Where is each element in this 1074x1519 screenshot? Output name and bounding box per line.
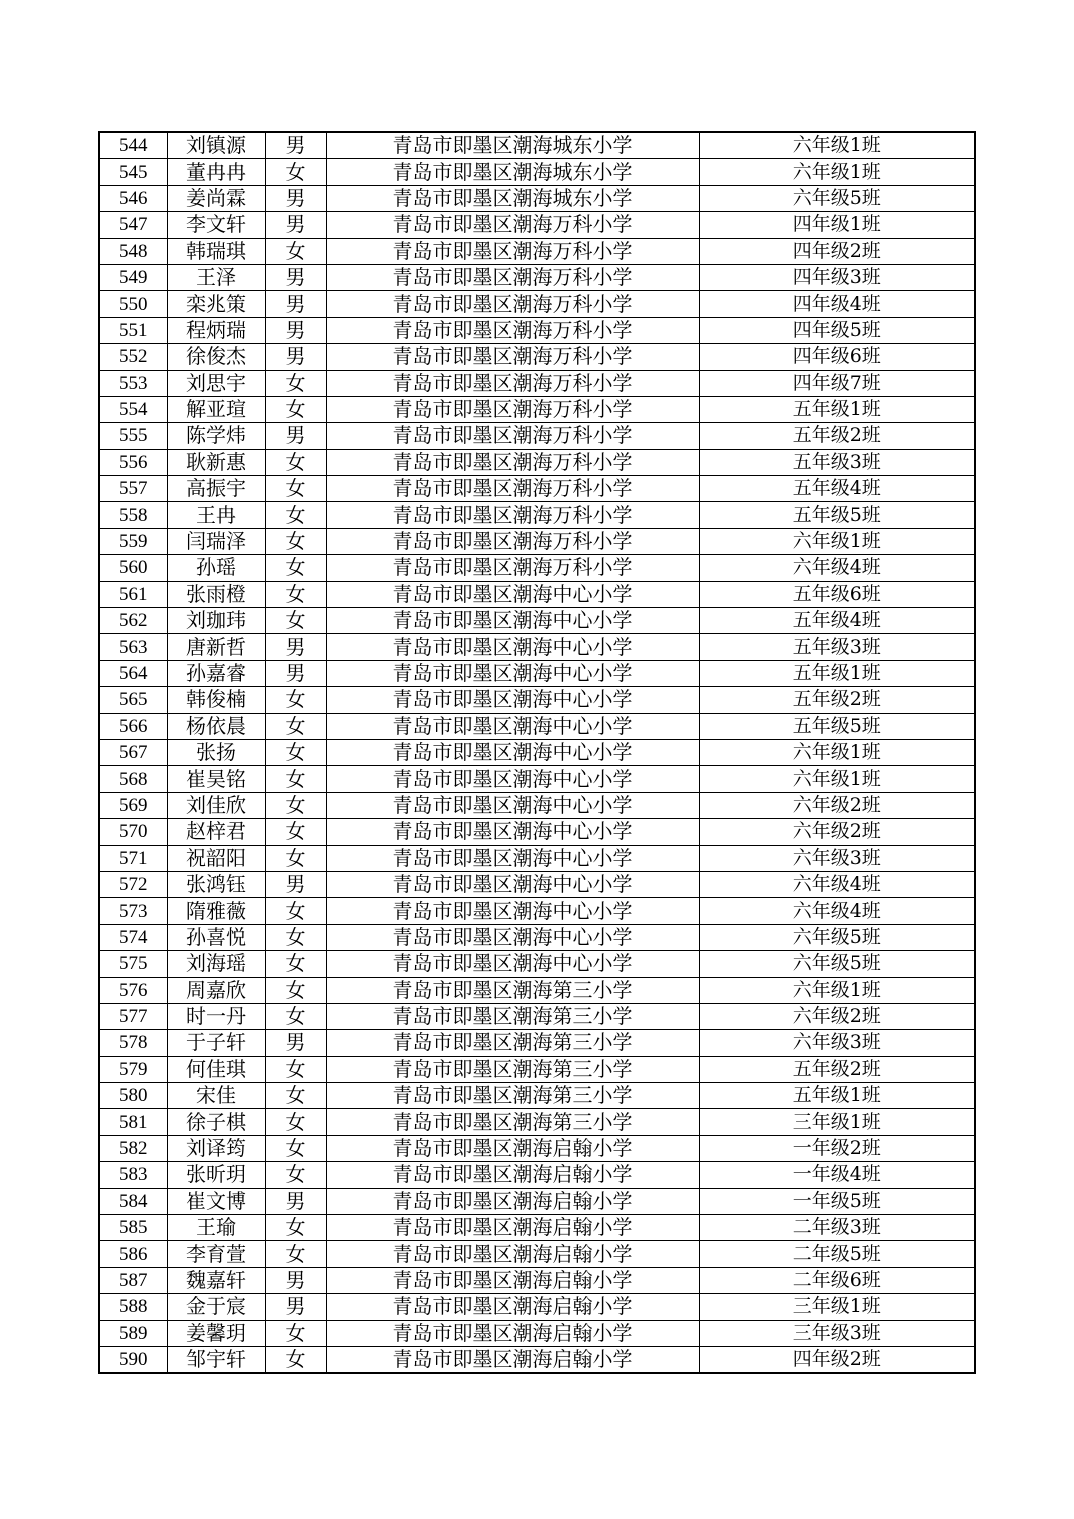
student-name-cell: 栾兆策 (167, 291, 265, 317)
table-row (99, 819, 975, 845)
gender-cell: 女 (265, 951, 326, 977)
class-cell: 六年级5班 (699, 924, 975, 950)
class-cell: 五年级1班 (699, 660, 975, 686)
student-name-cell: 李文轩 (167, 212, 265, 238)
class-cell: 四年级2班 (699, 238, 975, 264)
gender-cell: 女 (265, 476, 326, 502)
table-row (99, 739, 975, 765)
table-row (99, 1188, 975, 1214)
class-cell: 六年级3班 (699, 1030, 975, 1056)
class-cell: 四年级1班 (699, 212, 975, 238)
gender-cell: 女 (265, 1056, 326, 1082)
gender-cell: 女 (265, 608, 326, 634)
class-cell: 三年级1班 (699, 1109, 975, 1135)
table-row (99, 898, 975, 924)
student-name-cell: 徐子棋 (167, 1109, 265, 1135)
school-cell: 青岛市即墨区潮海启翰小学 (326, 1241, 699, 1267)
row-number-cell: 557 (99, 476, 167, 502)
row-number-cell: 587 (99, 1267, 167, 1293)
row-number-cell: 571 (99, 845, 167, 871)
row-number-cell: 565 (99, 687, 167, 713)
row-number-cell: 558 (99, 502, 167, 528)
student-name-cell: 魏嘉轩 (167, 1267, 265, 1293)
student-name-cell: 徐俊杰 (167, 344, 265, 370)
student-name-cell: 刘译筠 (167, 1135, 265, 1161)
school-cell: 青岛市即墨区潮海万科小学 (326, 555, 699, 581)
row-number-cell: 585 (99, 1215, 167, 1241)
gender-cell: 女 (265, 1241, 326, 1267)
school-cell: 青岛市即墨区潮海启翰小学 (326, 1188, 699, 1214)
gender-cell: 女 (265, 370, 326, 396)
table-row (99, 449, 975, 475)
student-name-cell: 邹宇轩 (167, 1346, 265, 1373)
class-cell: 五年级4班 (699, 608, 975, 634)
row-number-cell: 564 (99, 660, 167, 686)
school-cell: 青岛市即墨区潮海启翰小学 (326, 1162, 699, 1188)
class-cell: 四年级3班 (699, 264, 975, 290)
school-cell: 青岛市即墨区潮海第三小学 (326, 1030, 699, 1056)
class-cell: 四年级2班 (699, 1346, 975, 1373)
table-row (99, 528, 975, 554)
gender-cell: 男 (265, 317, 326, 343)
row-number-cell: 568 (99, 766, 167, 792)
row-number-cell: 560 (99, 555, 167, 581)
school-cell: 青岛市即墨区潮海中心小学 (326, 608, 699, 634)
class-cell: 六年级4班 (699, 871, 975, 897)
school-cell: 青岛市即墨区潮海万科小学 (326, 264, 699, 290)
student-name-cell: 孙瑶 (167, 555, 265, 581)
student-name-cell: 刘思宇 (167, 370, 265, 396)
row-number-cell: 575 (99, 951, 167, 977)
class-cell: 六年级5班 (699, 951, 975, 977)
class-cell: 三年级3班 (699, 1320, 975, 1346)
row-number-cell: 552 (99, 344, 167, 370)
school-cell: 青岛市即墨区潮海万科小学 (326, 238, 699, 264)
table-row (99, 871, 975, 897)
class-cell: 四年级4班 (699, 291, 975, 317)
student-name-cell: 高振宇 (167, 476, 265, 502)
table-row (99, 502, 975, 528)
gender-cell: 女 (265, 449, 326, 475)
row-number-cell: 549 (99, 264, 167, 290)
table-row (99, 1135, 975, 1161)
table-row (99, 555, 975, 581)
row-number-cell: 561 (99, 581, 167, 607)
student-name-cell: 杨依晨 (167, 713, 265, 739)
student-table (98, 131, 976, 1374)
gender-cell: 女 (265, 1135, 326, 1161)
table-row (99, 476, 975, 502)
table-row (99, 660, 975, 686)
table-row (99, 1109, 975, 1135)
row-number-cell: 546 (99, 185, 167, 211)
row-number-cell: 586 (99, 1241, 167, 1267)
class-cell: 六年级1班 (699, 528, 975, 554)
class-cell: 五年级4班 (699, 476, 975, 502)
table-row (99, 1030, 975, 1056)
gender-cell: 女 (265, 977, 326, 1003)
school-cell: 青岛市即墨区潮海第三小学 (326, 1083, 699, 1109)
class-cell: 五年级1班 (699, 1083, 975, 1109)
gender-cell: 男 (265, 344, 326, 370)
school-cell: 青岛市即墨区潮海第三小学 (326, 1056, 699, 1082)
gender-cell: 女 (265, 924, 326, 950)
table-row (99, 1346, 975, 1373)
class-cell: 五年级5班 (699, 502, 975, 528)
row-number-cell: 570 (99, 819, 167, 845)
school-cell: 青岛市即墨区潮海中心小学 (326, 845, 699, 871)
gender-cell: 女 (265, 1320, 326, 1346)
row-number-cell: 579 (99, 1056, 167, 1082)
school-cell: 青岛市即墨区潮海中心小学 (326, 739, 699, 765)
table-row (99, 1294, 975, 1320)
class-cell: 四年级6班 (699, 344, 975, 370)
school-cell: 青岛市即墨区潮海中心小学 (326, 766, 699, 792)
gender-cell: 女 (265, 159, 326, 185)
gender-cell: 男 (265, 264, 326, 290)
gender-cell: 女 (265, 1162, 326, 1188)
student-name-cell: 唐新哲 (167, 634, 265, 660)
gender-cell: 男 (265, 871, 326, 897)
class-cell: 六年级3班 (699, 845, 975, 871)
table-row (99, 264, 975, 290)
row-number-cell: 553 (99, 370, 167, 396)
class-cell: 五年级2班 (699, 423, 975, 449)
class-cell: 一年级5班 (699, 1188, 975, 1214)
class-cell: 六年级2班 (699, 819, 975, 845)
school-cell: 青岛市即墨区潮海启翰小学 (326, 1320, 699, 1346)
row-number-cell: 574 (99, 924, 167, 950)
gender-cell: 男 (265, 634, 326, 660)
gender-cell: 女 (265, 555, 326, 581)
row-number-cell: 572 (99, 871, 167, 897)
school-cell: 青岛市即墨区潮海万科小学 (326, 502, 699, 528)
student-name-cell: 王瑜 (167, 1215, 265, 1241)
school-cell: 青岛市即墨区潮海万科小学 (326, 370, 699, 396)
class-cell: 六年级4班 (699, 898, 975, 924)
student-name-cell: 赵梓君 (167, 819, 265, 845)
school-cell: 青岛市即墨区潮海万科小学 (326, 396, 699, 422)
class-cell: 六年级1班 (699, 766, 975, 792)
table-row (99, 1056, 975, 1082)
row-number-cell: 545 (99, 159, 167, 185)
gender-cell: 女 (265, 766, 326, 792)
student-name-cell: 韩俊楠 (167, 687, 265, 713)
gender-cell: 男 (265, 423, 326, 449)
student-name-cell: 刘海瑶 (167, 951, 265, 977)
table-row (99, 1162, 975, 1188)
school-cell: 青岛市即墨区潮海中心小学 (326, 581, 699, 607)
gender-cell: 女 (265, 528, 326, 554)
school-cell: 青岛市即墨区潮海启翰小学 (326, 1294, 699, 1320)
table-row (99, 370, 975, 396)
student-name-cell: 孙喜悦 (167, 924, 265, 950)
class-cell: 三年级1班 (699, 1294, 975, 1320)
table-row (99, 581, 975, 607)
school-cell: 青岛市即墨区潮海万科小学 (326, 476, 699, 502)
school-cell: 青岛市即墨区潮海中心小学 (326, 819, 699, 845)
table-row (99, 687, 975, 713)
table-row (99, 132, 975, 159)
table-row (99, 634, 975, 660)
row-number-cell: 563 (99, 634, 167, 660)
school-cell: 青岛市即墨区潮海中心小学 (326, 660, 699, 686)
table-row (99, 185, 975, 211)
school-cell: 青岛市即墨区潮海中心小学 (326, 687, 699, 713)
table-row (99, 291, 975, 317)
gender-cell: 女 (265, 1109, 326, 1135)
school-cell: 青岛市即墨区潮海启翰小学 (326, 1135, 699, 1161)
gender-cell: 男 (265, 1188, 326, 1214)
gender-cell: 女 (265, 819, 326, 845)
table-row (99, 423, 975, 449)
student-name-cell: 解亚瑄 (167, 396, 265, 422)
student-name-cell: 王冉 (167, 502, 265, 528)
table-row (99, 1083, 975, 1109)
class-cell: 五年级5班 (699, 713, 975, 739)
class-cell: 六年级2班 (699, 1003, 975, 1029)
table-row (99, 396, 975, 422)
table-row (99, 951, 975, 977)
gender-cell: 女 (265, 1215, 326, 1241)
student-name-cell: 张扬 (167, 739, 265, 765)
table-row (99, 238, 975, 264)
student-name-cell: 崔昊铭 (167, 766, 265, 792)
table-row (99, 766, 975, 792)
row-number-cell: 580 (99, 1083, 167, 1109)
student-name-cell: 刘珈玮 (167, 608, 265, 634)
student-name-cell: 崔文博 (167, 1188, 265, 1214)
row-number-cell: 576 (99, 977, 167, 1003)
student-name-cell: 李育萱 (167, 1241, 265, 1267)
student-name-cell: 韩瑞琪 (167, 238, 265, 264)
row-number-cell: 547 (99, 212, 167, 238)
class-cell: 二年级5班 (699, 1241, 975, 1267)
gender-cell: 男 (265, 1030, 326, 1056)
class-cell: 二年级3班 (699, 1215, 975, 1241)
table-row (99, 212, 975, 238)
gender-cell: 女 (265, 238, 326, 264)
student-name-cell: 董冉冉 (167, 159, 265, 185)
student-name-cell: 姜馨玥 (167, 1320, 265, 1346)
gender-cell: 女 (265, 1346, 326, 1373)
table-row (99, 845, 975, 871)
table-row (99, 713, 975, 739)
school-cell: 青岛市即墨区潮海中心小学 (326, 713, 699, 739)
gender-cell: 女 (265, 581, 326, 607)
row-number-cell: 548 (99, 238, 167, 264)
table-row (99, 344, 975, 370)
school-cell: 青岛市即墨区潮海启翰小学 (326, 1346, 699, 1373)
row-number-cell: 581 (99, 1109, 167, 1135)
school-cell: 青岛市即墨区潮海启翰小学 (326, 1215, 699, 1241)
class-cell: 五年级3班 (699, 449, 975, 475)
row-number-cell: 577 (99, 1003, 167, 1029)
student-name-cell: 时一丹 (167, 1003, 265, 1029)
gender-cell: 男 (265, 660, 326, 686)
school-cell: 青岛市即墨区潮海中心小学 (326, 634, 699, 660)
class-cell: 六年级5班 (699, 185, 975, 211)
student-name-cell: 于子轩 (167, 1030, 265, 1056)
row-number-cell: 555 (99, 423, 167, 449)
student-name-cell: 刘佳欣 (167, 792, 265, 818)
table-row (99, 317, 975, 343)
row-number-cell: 584 (99, 1188, 167, 1214)
class-cell: 五年级6班 (699, 581, 975, 607)
gender-cell: 男 (265, 291, 326, 317)
row-number-cell: 590 (99, 1346, 167, 1373)
gender-cell: 女 (265, 713, 326, 739)
school-cell: 青岛市即墨区潮海中心小学 (326, 792, 699, 818)
school-cell: 青岛市即墨区潮海万科小学 (326, 344, 699, 370)
student-name-cell: 周嘉欣 (167, 977, 265, 1003)
table-row (99, 1267, 975, 1293)
school-cell: 青岛市即墨区潮海启翰小学 (326, 1267, 699, 1293)
row-number-cell: 582 (99, 1135, 167, 1161)
class-cell: 六年级1班 (699, 977, 975, 1003)
gender-cell: 女 (265, 396, 326, 422)
row-number-cell: 551 (99, 317, 167, 343)
gender-cell: 男 (265, 1294, 326, 1320)
school-cell: 青岛市即墨区潮海中心小学 (326, 924, 699, 950)
student-name-cell: 张鸿钰 (167, 871, 265, 897)
student-name-cell: 祝韶阳 (167, 845, 265, 871)
gender-cell: 女 (265, 1083, 326, 1109)
gender-cell: 男 (265, 212, 326, 238)
gender-cell: 男 (265, 1267, 326, 1293)
school-cell: 青岛市即墨区潮海第三小学 (326, 1003, 699, 1029)
student-name-cell: 张雨橙 (167, 581, 265, 607)
gender-cell: 女 (265, 1003, 326, 1029)
class-cell: 五年级2班 (699, 687, 975, 713)
school-cell: 青岛市即墨区潮海城东小学 (326, 132, 699, 159)
student-name-cell: 孙嘉睿 (167, 660, 265, 686)
row-number-cell: 569 (99, 792, 167, 818)
class-cell: 五年级3班 (699, 634, 975, 660)
table-row (99, 608, 975, 634)
row-number-cell: 588 (99, 1294, 167, 1320)
class-cell: 四年级5班 (699, 317, 975, 343)
row-number-cell: 544 (99, 132, 167, 159)
gender-cell: 女 (265, 739, 326, 765)
class-cell: 六年级1班 (699, 739, 975, 765)
school-cell: 青岛市即墨区潮海万科小学 (326, 212, 699, 238)
class-cell: 六年级1班 (699, 159, 975, 185)
class-cell: 五年级2班 (699, 1056, 975, 1082)
student-name-cell: 金于宸 (167, 1294, 265, 1320)
school-cell: 青岛市即墨区潮海万科小学 (326, 449, 699, 475)
gender-cell: 男 (265, 132, 326, 159)
row-number-cell: 573 (99, 898, 167, 924)
student-name-cell: 宋佳 (167, 1083, 265, 1109)
student-name-cell: 姜尚霖 (167, 185, 265, 211)
table-row (99, 159, 975, 185)
row-number-cell: 554 (99, 396, 167, 422)
gender-cell: 男 (265, 185, 326, 211)
table-body (99, 132, 975, 1373)
school-cell: 青岛市即墨区潮海城东小学 (326, 185, 699, 211)
row-number-cell: 559 (99, 528, 167, 554)
school-cell: 青岛市即墨区潮海万科小学 (326, 528, 699, 554)
class-cell: 一年级4班 (699, 1162, 975, 1188)
row-number-cell: 556 (99, 449, 167, 475)
row-number-cell: 562 (99, 608, 167, 634)
student-name-cell: 程炳瑞 (167, 317, 265, 343)
row-number-cell: 589 (99, 1320, 167, 1346)
school-cell: 青岛市即墨区潮海中心小学 (326, 871, 699, 897)
row-number-cell: 583 (99, 1162, 167, 1188)
gender-cell: 女 (265, 502, 326, 528)
table-row (99, 1320, 975, 1346)
school-cell: 青岛市即墨区潮海第三小学 (326, 977, 699, 1003)
class-cell: 二年级6班 (699, 1267, 975, 1293)
class-cell: 六年级1班 (699, 132, 975, 159)
school-cell: 青岛市即墨区潮海中心小学 (326, 951, 699, 977)
table-row (99, 1241, 975, 1267)
table-row (99, 1215, 975, 1241)
student-name-cell: 耿新惠 (167, 449, 265, 475)
gender-cell: 女 (265, 845, 326, 871)
row-number-cell: 566 (99, 713, 167, 739)
gender-cell: 女 (265, 792, 326, 818)
gender-cell: 女 (265, 898, 326, 924)
student-name-cell: 刘镇源 (167, 132, 265, 159)
gender-cell: 女 (265, 687, 326, 713)
class-cell: 五年级1班 (699, 396, 975, 422)
school-cell: 青岛市即墨区潮海万科小学 (326, 317, 699, 343)
student-name-cell: 张昕玥 (167, 1162, 265, 1188)
table-row (99, 924, 975, 950)
student-name-cell: 何佳琪 (167, 1056, 265, 1082)
student-name-cell: 陈学炜 (167, 423, 265, 449)
student-name-cell: 王泽 (167, 264, 265, 290)
school-cell: 青岛市即墨区潮海城东小学 (326, 159, 699, 185)
class-cell: 一年级2班 (699, 1135, 975, 1161)
row-number-cell: 550 (99, 291, 167, 317)
class-cell: 六年级4班 (699, 555, 975, 581)
table-row (99, 792, 975, 818)
row-number-cell: 578 (99, 1030, 167, 1056)
table-row (99, 1003, 975, 1029)
school-cell: 青岛市即墨区潮海中心小学 (326, 898, 699, 924)
class-cell: 四年级7班 (699, 370, 975, 396)
class-cell: 六年级2班 (699, 792, 975, 818)
student-name-cell: 闫瑞泽 (167, 528, 265, 554)
school-cell: 青岛市即墨区潮海万科小学 (326, 291, 699, 317)
student-name-cell: 隋雅薇 (167, 898, 265, 924)
table-row (99, 977, 975, 1003)
school-cell: 青岛市即墨区潮海第三小学 (326, 1109, 699, 1135)
row-number-cell: 567 (99, 739, 167, 765)
school-cell: 青岛市即墨区潮海万科小学 (326, 423, 699, 449)
